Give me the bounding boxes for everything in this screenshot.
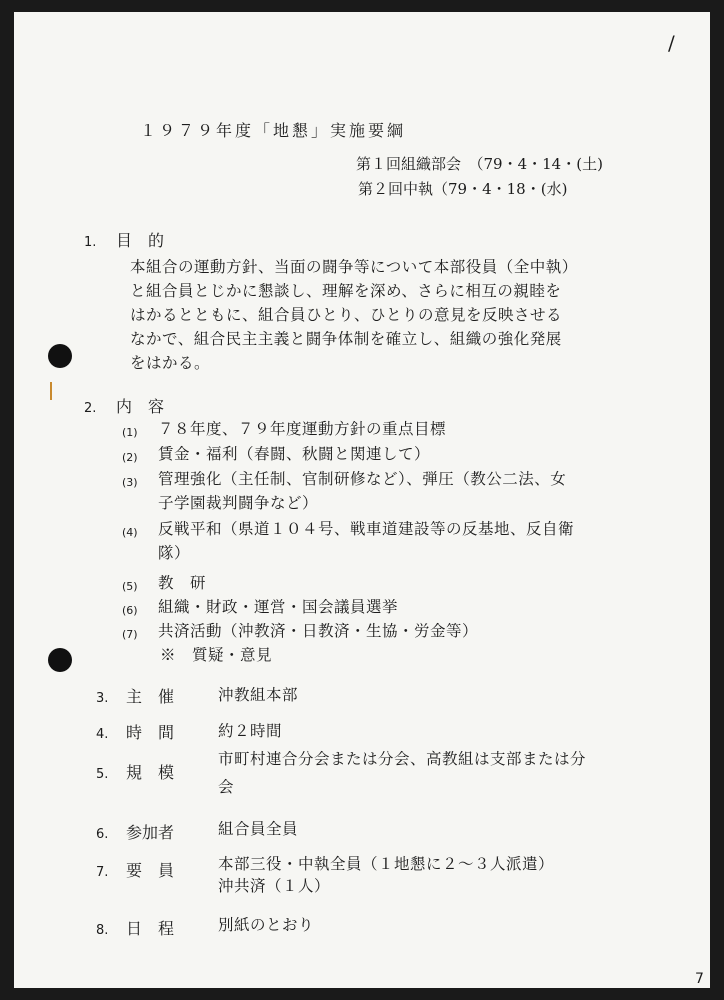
punch-hole-bottom xyxy=(48,648,72,672)
content-item: 反戦平和（県道１０４号、戦車道建設等の反基地、反自衛 xyxy=(158,520,575,538)
purpose-line: と組合員とじかに懇談し、理解を深め、さらに相互の親睦を xyxy=(130,282,562,300)
section-number: 6. xyxy=(96,827,109,842)
corner-mark: / xyxy=(668,31,675,55)
item-number: (5) xyxy=(122,580,138,593)
content-item: 共済活動（沖教済・日教済・生協・労金等） xyxy=(158,622,479,640)
margin-mark xyxy=(50,382,52,400)
section-value: 沖教組本部 xyxy=(218,686,299,704)
page-number: 7 xyxy=(695,971,704,987)
content-item: ７８年度、７９年度運動方針の重点目標 xyxy=(158,420,447,438)
section-number: 2. xyxy=(84,401,97,416)
item-number: (6) xyxy=(122,604,138,617)
section-number: 3. xyxy=(96,691,109,706)
purpose-line: なかで、組合民主主義と闘争体制を確立し、組織の強化発展 xyxy=(130,330,562,348)
section-heading: 規 模 xyxy=(126,763,175,782)
section-heading: 主 催 xyxy=(126,687,175,706)
section-value: 約２時間 xyxy=(218,722,283,740)
section-heading: 内 容 xyxy=(116,397,165,416)
content-item: 教 研 xyxy=(158,574,207,592)
section-number: 4. xyxy=(96,727,109,742)
section-heading: 参加者 xyxy=(126,823,175,842)
item-number: (4) xyxy=(122,526,138,539)
section-value: 本部三役・中執全員（１地懇に２～３人派遣） xyxy=(218,855,555,873)
section-value-continued: 沖共済（１人） xyxy=(218,877,331,895)
section-number: 5. xyxy=(96,767,109,782)
document-title: １９７９年度「地懇」実施要綱 xyxy=(140,121,407,140)
purpose-line: 本組合の運動方針、当面の闘争等について本部役員（全中執） xyxy=(130,258,578,276)
content-item-continued: 隊） xyxy=(158,544,191,562)
item-number: (2) xyxy=(122,451,138,464)
section-heading: 目 的 xyxy=(116,231,165,250)
section-number: 1. xyxy=(84,235,97,250)
meeting-info-1: 第１回組織部会 （79・4・14・(土) xyxy=(356,155,603,173)
punch-hole-top xyxy=(48,344,72,368)
section-heading: 時 間 xyxy=(126,723,175,742)
note-item: ※ 質疑・意見 xyxy=(160,646,273,664)
item-number: (7) xyxy=(122,628,138,641)
meeting-info-2: 第２回中執（79・4・18・(水) xyxy=(358,180,568,198)
purpose-line: をはかる。 xyxy=(130,354,211,372)
item-number: (1) xyxy=(122,426,138,439)
section-value: 組合員全員 xyxy=(218,820,299,838)
purpose-line: はかるとともに、組合員ひとり、ひとりの意見を反映させる xyxy=(130,306,563,324)
section-value: 市町村連合分会または分会、高教組は支部または分 xyxy=(218,750,587,768)
content-item-continued: 子学園裁判闘争など） xyxy=(158,494,319,512)
item-number: (3) xyxy=(122,476,138,489)
section-number: 8. xyxy=(96,923,109,938)
section-heading: 日 程 xyxy=(126,919,175,938)
section-number: 7. xyxy=(96,865,109,880)
section-value-continued: 会 xyxy=(218,778,235,796)
content-item: 組織・財政・運営・国会議員選挙 xyxy=(158,598,399,616)
section-heading: 要 員 xyxy=(126,861,175,880)
section-value: 別紙のとおり xyxy=(218,916,315,934)
content-item: 賃金・福利（春闘、秋闘と関連して） xyxy=(158,445,431,463)
content-item: 管理強化（主任制、官制研修など）、弾圧（教公二法、女 xyxy=(158,470,567,488)
